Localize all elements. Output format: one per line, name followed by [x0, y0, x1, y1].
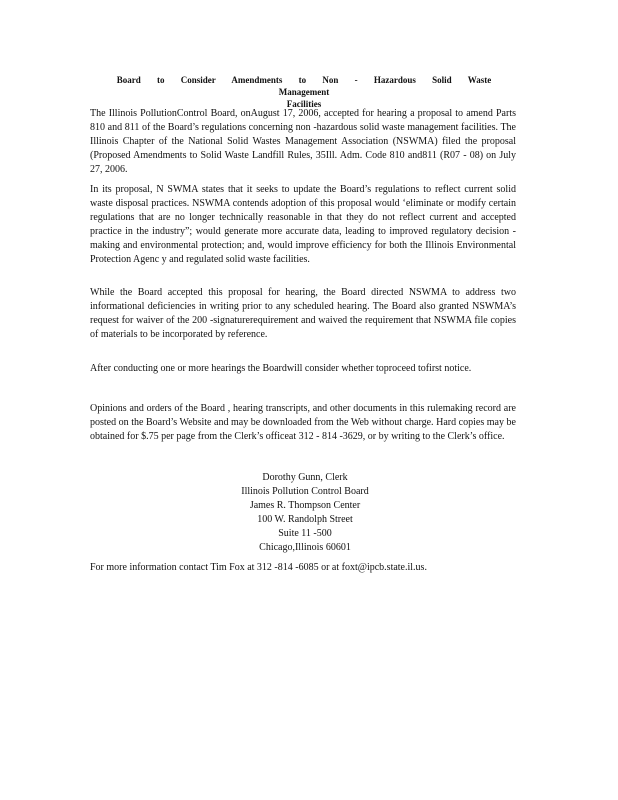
paragraph-nswma-proposal: In its proposal, N SWMA states that it seeks to update the Board’s regulations to reflect current solid waste disposal practices. NSWMA contends adoption of this proposal would ‘eliminate or modify certain regulations that are no longer technically reasonable in that they do not reflect current and accepted practice in the industry”; would generate more accurate data, leading to improved regulatory decision -making and environmental protection; and, would improve efficiency for both the Illinois Environmental Protection Agenc y and regulated solid waste facilities. [90, 184, 516, 265]
clerk-address-block [200, 471, 410, 555]
paragraph-board-directions: While the Board accepted this proposal for hearing, the Board directed NSWMA to address two informational deficiencies in writing prior to any scheduled hearing. The Board also granted NSWMA’s request for waiver of the 200 -signaturerequirement and waived the requirement that NSWMA file copies of materials to be incorporated by reference. [90, 287, 516, 340]
organization-name: Illinois Pollution Control Board [241, 486, 369, 497]
paragraph-proposal-accepted: The Illinois PollutionControl Board, onAugust 17, 2006, accepted for hearing a proposal to amend Parts 810 and 811 of the Board’s regulations concerning non -hazardous solid waste management facilities. The Illinois Chapter of the National Solid Wastes Management Association (NSWMA) filed the proposal (Proposed Amendments to Solid Waste Landfill Rules, 35Ill. Adm. Code 810 and811 (R07 - 08) on July 27, 2006. [90, 108, 516, 175]
document-title [90, 74, 518, 110]
street-address: 100 W. Randolph Street [257, 514, 353, 525]
title-line-2: Facilities [286, 99, 322, 109]
contact-information: For more information contact Tim Fox at 312 -814 -6085 or at foxt@ipcb.state.il.us. [90, 562, 427, 573]
paragraph-hearings: After conducting one or more hearings the Boardwill consider whether toproceed tofirst notice. [90, 363, 472, 374]
clerk-name: Dorothy Gunn, Clerk [262, 472, 348, 483]
title-line-1: Board to Consider Amendments to Non - Hazardous Solid Waste Management [116, 75, 492, 97]
city-state-zip: Chicago,Illinois 60601 [259, 542, 351, 553]
paragraph-documents: Opinions and orders of the Board , hearing transcripts, and other documents in this rulemaking record are posted on the Board’s Website and may be downloaded from the Web without charge. Hard copies may be obtained for $.75 per page from the Clerk’s officeat 312 - 814 -3629, or by writing to the Clerk’s office. [90, 403, 516, 442]
suite-number: Suite 11 -500 [278, 528, 332, 539]
building-name: James R. Thompson Center [249, 500, 361, 511]
